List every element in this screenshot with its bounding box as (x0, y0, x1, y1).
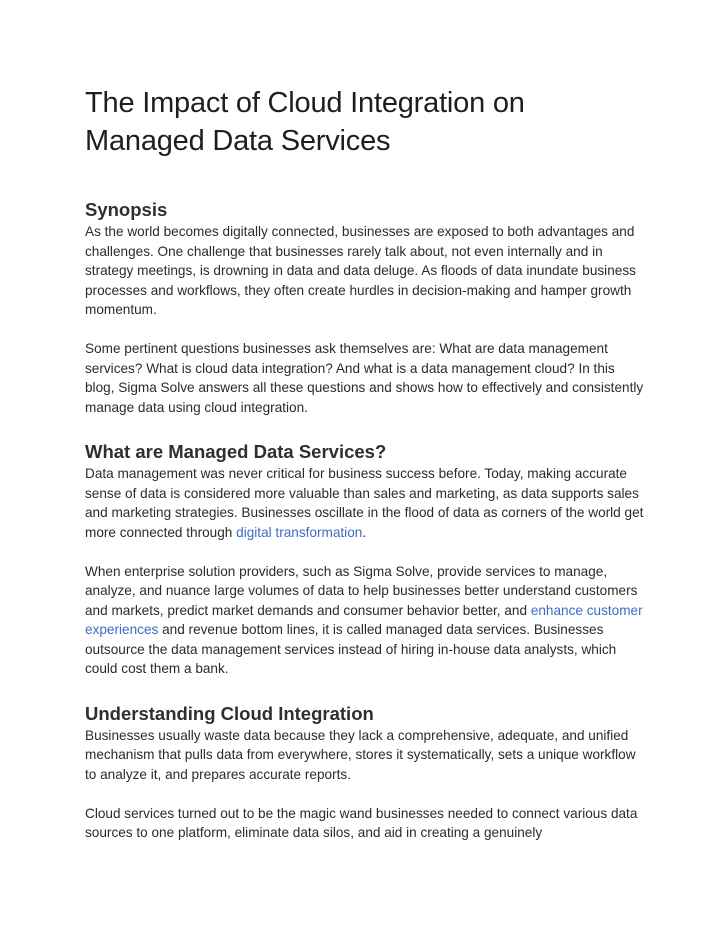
section-managed-data-services (85, 440, 645, 679)
page-title: The Impact of Cloud Integration on Managed Data Services (85, 87, 525, 157)
enhance-customer-experiences-link[interactable]: enhance customer experiences (85, 602, 643, 637)
spacer (85, 542, 645, 562)
spacer (85, 417, 645, 440)
spacer (85, 784, 645, 804)
section-heading-cloud-integration: Understanding Cloud Integration (85, 702, 374, 724)
paragraph-text: . (362, 524, 367, 540)
section-cloud-integration (85, 702, 645, 843)
document-content (85, 84, 645, 843)
section-heading-managed-data-services: What are Managed Data Services? (85, 441, 387, 462)
spacer (85, 320, 645, 340)
digital-transformation-link[interactable]: digital transformation (236, 524, 363, 540)
paragraph-text: and revenue bottom lines, it is called managed data services. Businesses outsource the data management services instead of hiring in-house data analysts, which could cost them a bank. (85, 622, 617, 676)
managed-data-paragraph-2 (85, 562, 645, 679)
section-heading-synopsis: Synopsis (85, 199, 168, 220)
section-synopsis (85, 198, 645, 417)
cloud-integration-paragraph-1: Businesses usually waste data because they lack a comprehensive, adequate, and unified mechanism that pulls data from everywhere, stores it systematically, sets a unique workflow to analyze it, and prepares accurate reports. (85, 727, 636, 782)
paragraph-text: When enterprise solution providers, such as Sigma Solve, provide services to manage, analyze, and nuance large volumes of data to help businesses better understand customers and markets, predict market demands and consumer behavior better, and (85, 563, 638, 618)
spacer (85, 679, 645, 702)
cloud-integration-paragraph-2: Cloud services turned out to be the magic wand businesses needed to connect various data sources to one platform, eliminate data silos, and aid in creating a genuinely (85, 805, 638, 840)
synopsis-paragraph-2: Some pertinent questions businesses ask themselves are: What are data management services? What is cloud data integration? And what is a data management cloud? In this blog, Sigma Solve answers all these questions and shows how to effectively and consistently manage data using cloud integration. (85, 341, 644, 415)
spacer (85, 160, 645, 198)
paragraph-text: Data management was never critical for business success before. Today, making accurate sense of data is considered more valuable than sales and marketing, as data supports sales and marketing strategies. Businesses oscillate in the flood of data as corners of the world get more connected through (85, 466, 644, 540)
managed-data-paragraph-1 (85, 464, 645, 542)
synopsis-paragraph-1: As the world becomes digitally connected, businesses are exposed to both advantages and challenges. One challenge that businesses rarely talk about, not even internally and in strategy meetings, is drowning in data and data deluge. As floods of data inundate business processes and workflows, they often create hurdles in decision-making and hamper growth momentum. (85, 224, 636, 317)
